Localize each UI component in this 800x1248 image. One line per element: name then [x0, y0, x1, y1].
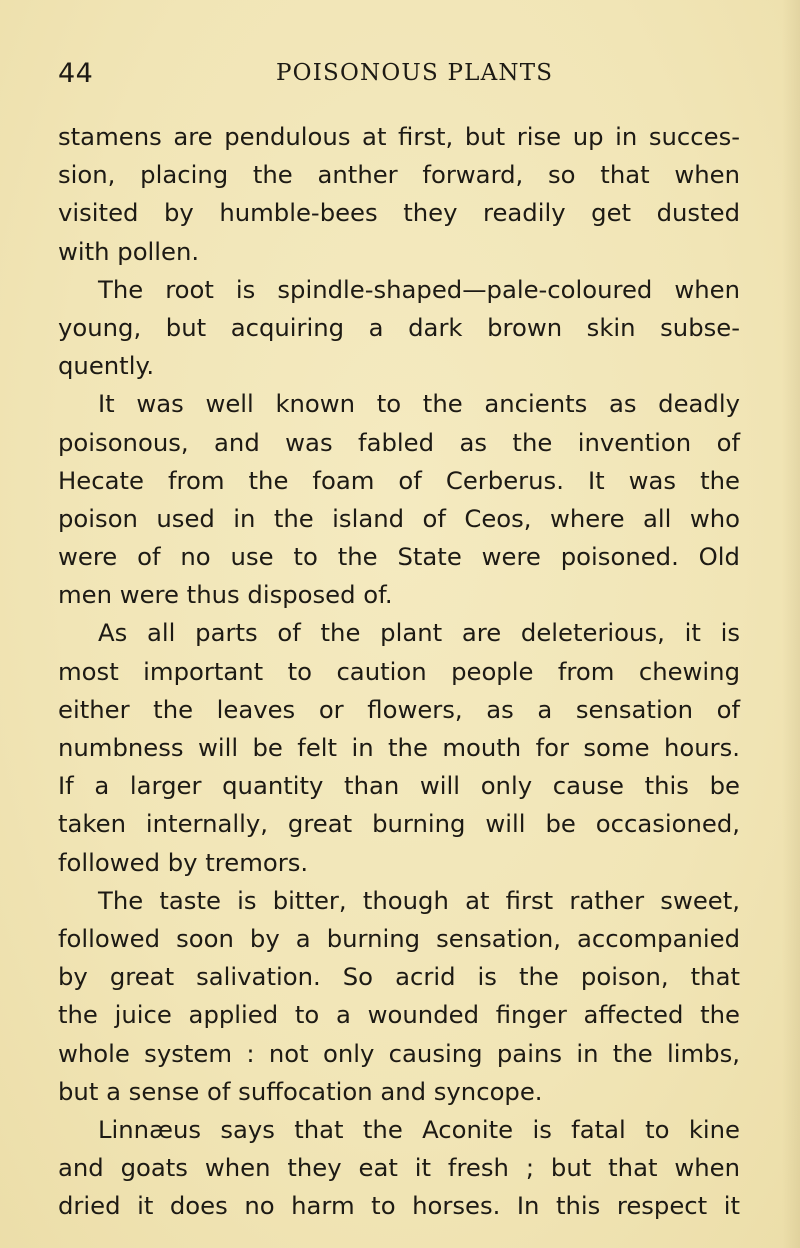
text-line: most important to caution people from chewing — [58, 656, 740, 686]
text-line: and goats when they eat it fresh ; but that when — [58, 1153, 740, 1183]
page-edge-shadow — [782, 0, 800, 1248]
text-line: followed by tremors. — [58, 847, 309, 877]
text-line: either the leaves or flowers, as a sensation of — [58, 694, 740, 724]
text-line: young, but acquiring a dark brown skin subse- — [58, 312, 740, 342]
body-text — [58, 118, 740, 1225]
running-head: POISONOUS PLANTS — [276, 60, 554, 86]
text-line: poison used in the island of Ceos, where all who — [58, 503, 740, 533]
text-line: whole system : not only causing pains in the limbs, — [58, 1038, 740, 1068]
text-line: Hecate from the foam of Cerberus. It was the — [58, 465, 740, 495]
text-line: sion, placing the anther forward, so that when — [58, 160, 740, 190]
text-line: If a larger quantity than will only cause this be — [58, 771, 740, 801]
text-line: stamens are pendulous at first, but rise up in succes- — [58, 122, 740, 151]
text-line: followed soon by a burning sensation, accompanied — [58, 923, 740, 953]
text-line: were of no use to the State were poisoned. Old — [58, 542, 740, 572]
text-line: but a sense of suffocation and syncope. — [58, 1076, 543, 1106]
text-line: men were thus disposed of. — [58, 580, 393, 610]
text-line: It was well known to the ancients as deadly — [98, 389, 740, 419]
text-line: Linnæus says that the Aconite is fatal to kine — [98, 1114, 740, 1144]
text-line: quently. — [58, 351, 155, 381]
text-line: with pollen. — [58, 236, 200, 266]
text-line: visited by humble-bees they readily get dusted — [58, 198, 740, 228]
text-line: numbness will be felt in the mouth for some hours. — [58, 733, 740, 762]
text-line: The root is spindle-shaped—pale-coloured when — [98, 274, 740, 304]
text-line: The taste is bitter, though at first rather sweet, — [98, 885, 740, 915]
text-line: by great salivation. So acrid is the poison, that — [58, 962, 740, 992]
text-line: dried it does no harm to horses. In this respect it — [58, 1191, 740, 1221]
text-line: the juice applied to a wounded finger affected the — [58, 1000, 740, 1030]
page-header — [58, 58, 748, 94]
text-line: As all parts of the plant are deleterious, it is — [98, 618, 740, 648]
page-number: 44 — [58, 58, 94, 89]
text-line: taken internally, great burning will be occasioned, — [58, 809, 740, 839]
text-line: poisonous, and was fabled as the invention of — [58, 427, 740, 457]
